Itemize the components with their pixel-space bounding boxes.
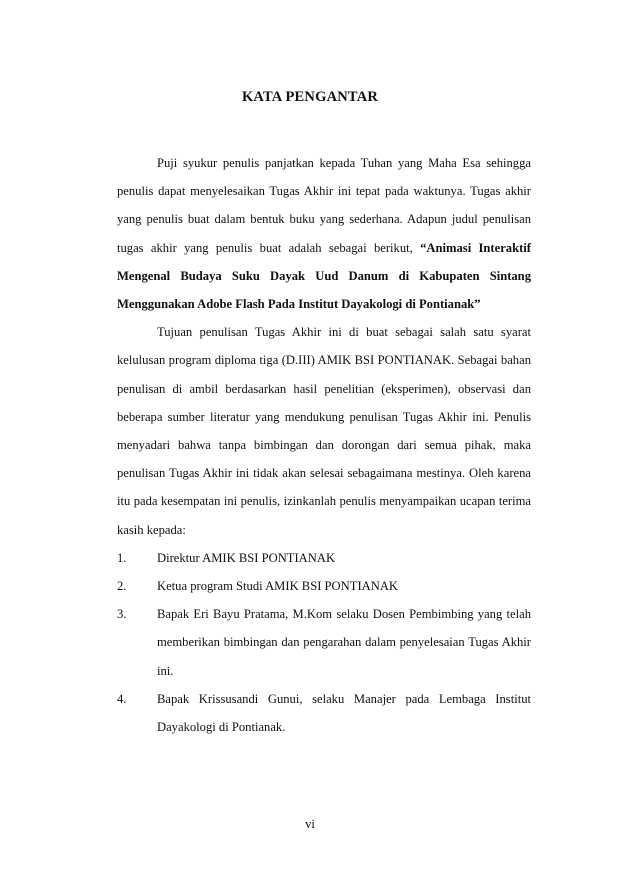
paragraph-intro-text: Puji syukur penulis panjatkan kepada Tuhan yang Maha Esa sehingga penulis dapat menyelesaikan Tugas Akhir ini tepat pada waktunya. Tugas akhir yang penulis buat dalam bentuk buku yang sederhana. Adapun judul penulisan tugas akhir yang penulis buat adalah sebagai berikut, bbox=[117, 156, 531, 255]
list-item bbox=[117, 685, 531, 741]
list-item-text: Bapak Eri Bayu Pratama, M.Kom selaku Dosen Pembimbing yang telah memberikan bimbingan dan pengarahan dalam penyelesaian Tugas Akhir ini. bbox=[157, 607, 531, 678]
list-item-number: 2. bbox=[117, 579, 127, 594]
list-item-text: Ketua program Studi AMIK BSI PONTIANAK bbox=[157, 579, 399, 594]
body-text bbox=[117, 149, 531, 741]
paragraph-purpose: Tujuan penulisan Tugas Akhir ini di buat sebagai salah satu syarat kelulusan program diploma tiga (D.III) AMIK BSI PONTIANAK. Sebagai bahan penulisan di ambil berdasarkan hasil penelitian (eksperimen), observasi dan beberapa sumber literatur yang mendukung penulisan Tugas Akhir ini. Penulis menyadari bahwa tanpa bimbingan dan dorongan dari semua pihak, maka penulisan Tugas Akhir ini tidak akan selesai sebagaimana mestinya. Oleh karena itu pada kesempatan ini penulis, izinkanlah penulis menyampaikan ucapan terima kasih kepada: bbox=[117, 325, 531, 537]
acknowledgement-list bbox=[117, 544, 531, 741]
list-item-text: Bapak Krissusandi Gunui, selaku Manajer pada Lembaga Institut Dayakologi di Pontianak. bbox=[157, 691, 531, 735]
thesis-title: “Animasi Interaktif Mengenal Budaya Suku Dayak Uud Danum di Kabupaten Sintang Menggunakan Adobe Flash Pada Institut Dayakologi di Pontianak” bbox=[117, 240, 531, 312]
list-item-text: Direktur AMIK BSI PONTIANAK bbox=[157, 550, 336, 565]
list-item bbox=[117, 572, 531, 600]
list-item-number: 1. bbox=[117, 550, 127, 565]
list-item-number: 4. bbox=[117, 691, 127, 706]
page-title: KATA PENGANTAR bbox=[241, 89, 379, 105]
list-item-number: 3. bbox=[117, 607, 127, 622]
page-number: vi bbox=[305, 817, 315, 831]
list-item bbox=[117, 544, 531, 572]
paragraph-intro bbox=[117, 149, 531, 318]
list-item bbox=[117, 600, 531, 685]
